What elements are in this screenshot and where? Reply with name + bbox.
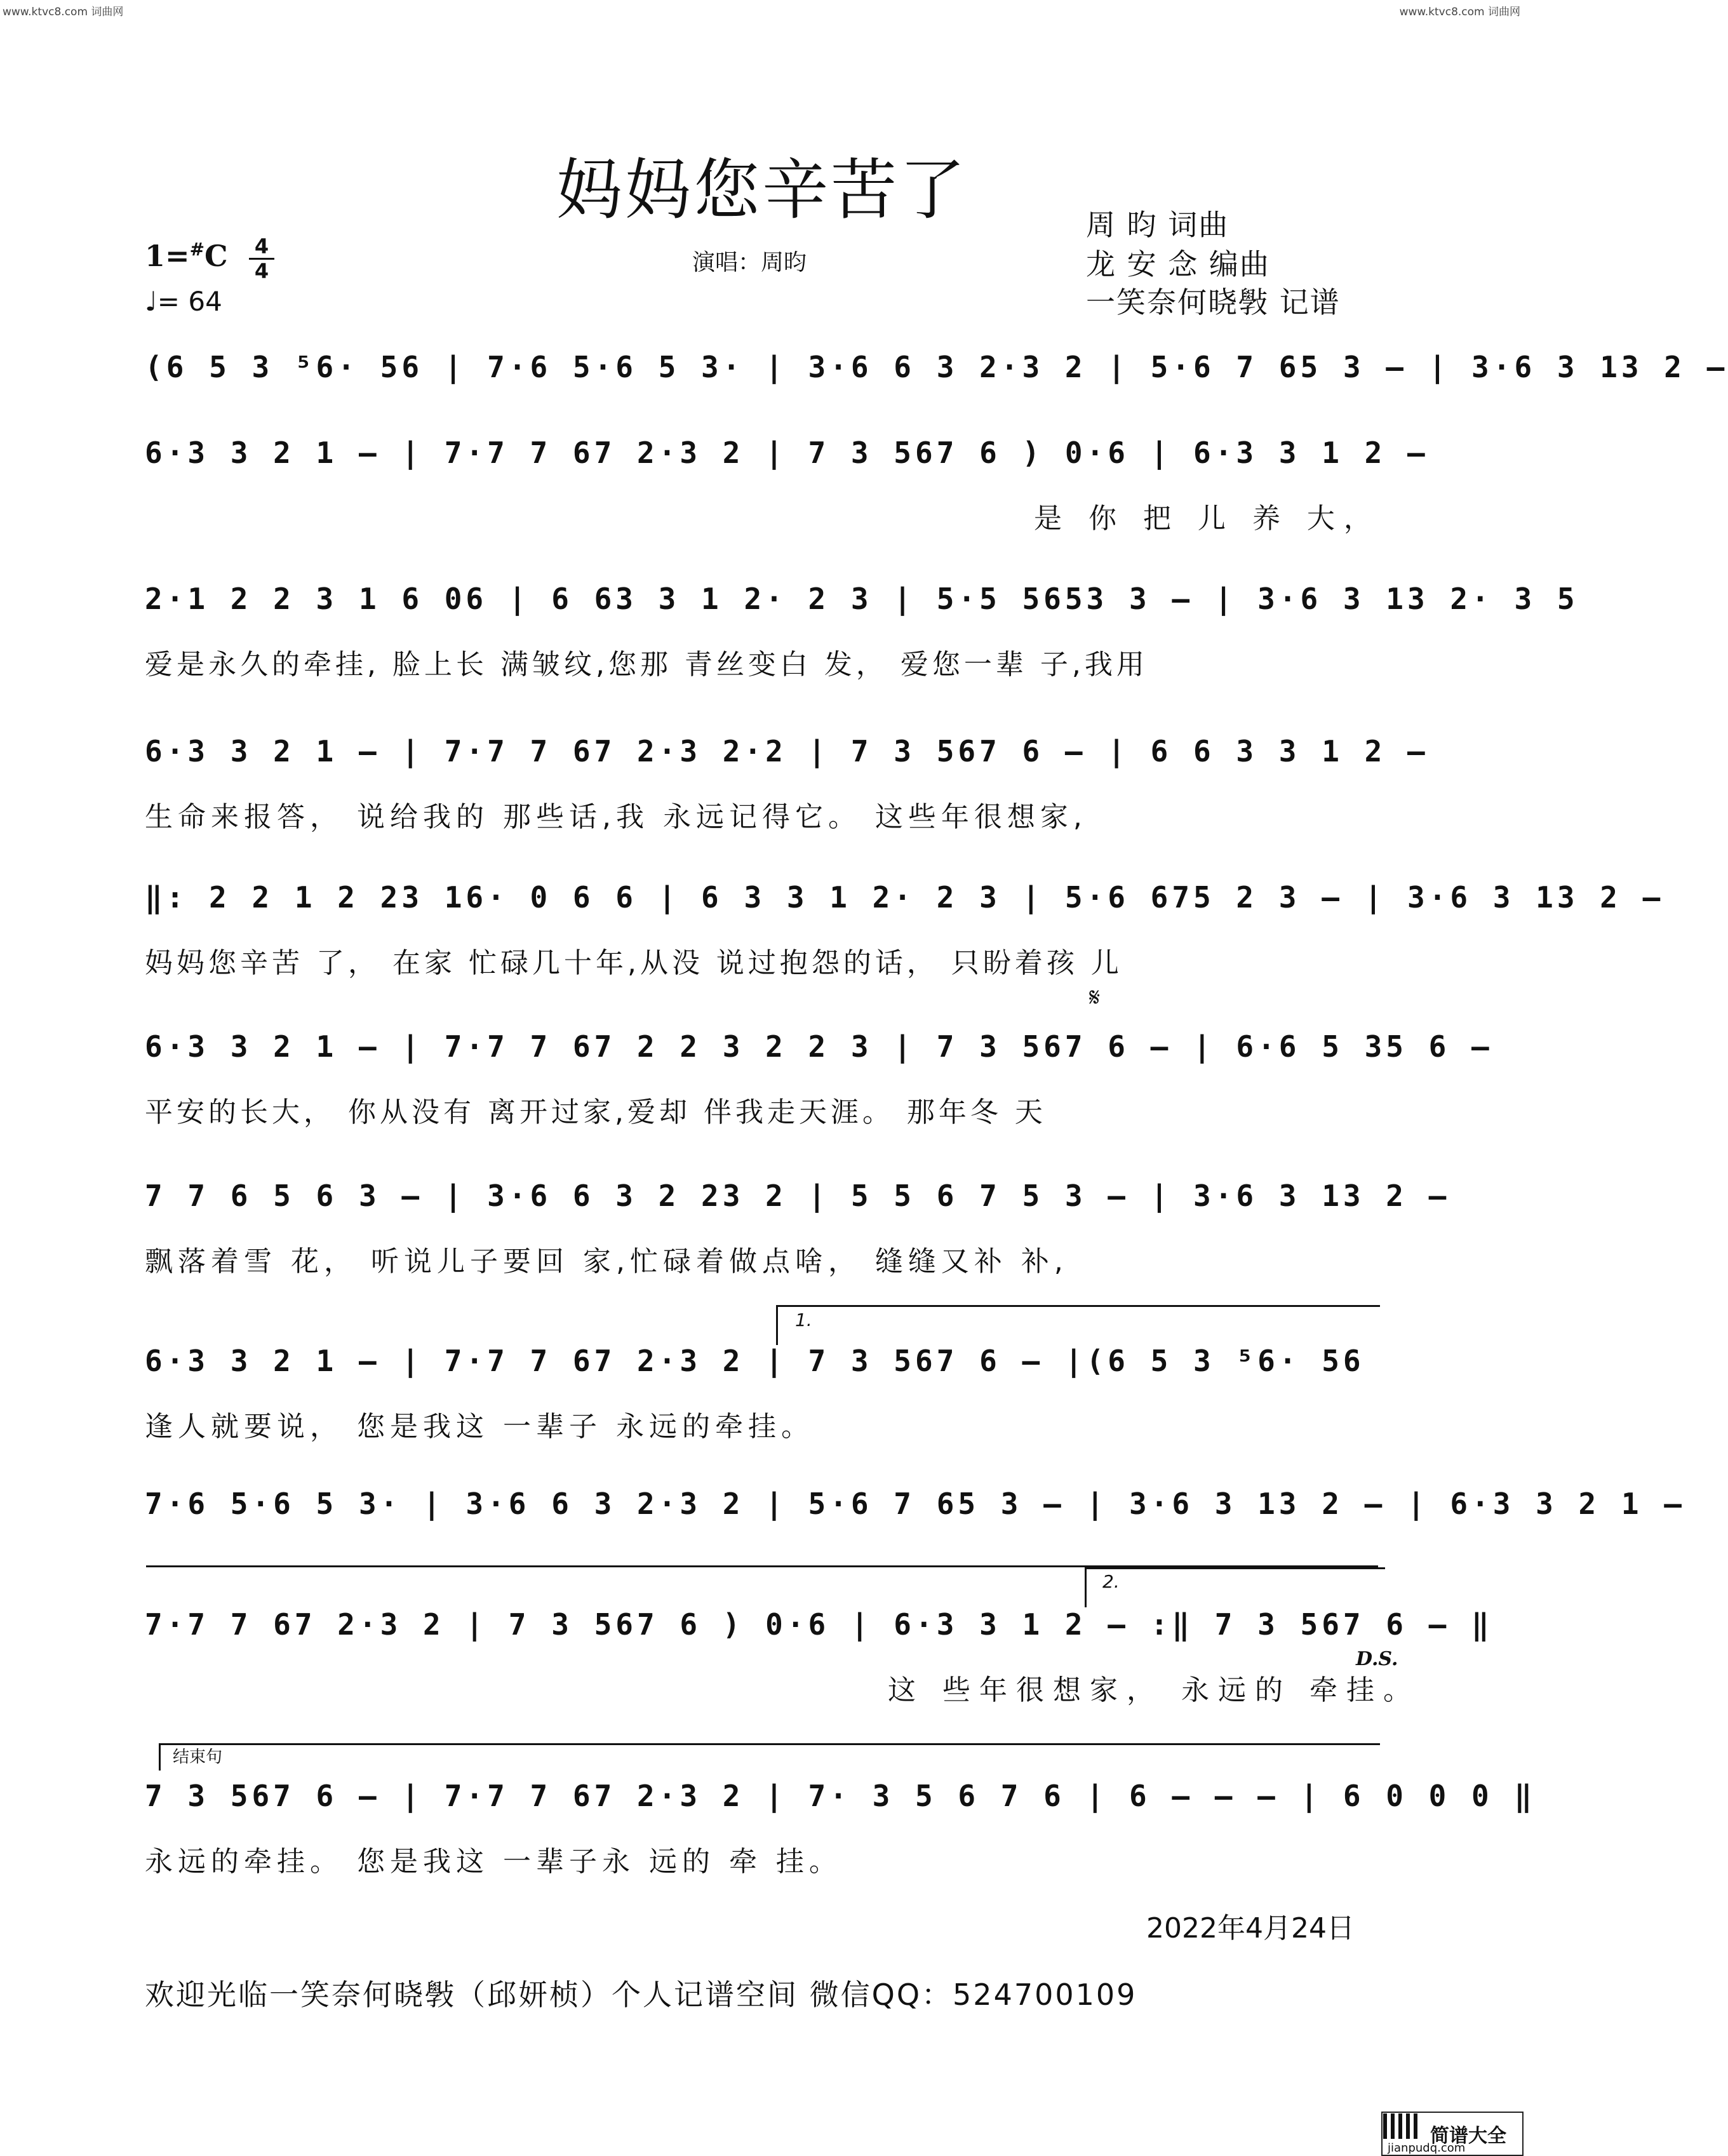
tempo-mark: ♩= 64 (145, 286, 222, 317)
volta-1-bracket (776, 1305, 1380, 1345)
score-row-2 (145, 432, 1429, 546)
ds-marker: D.S. (1356, 1648, 1398, 1670)
ending-label: 结束句 (173, 1748, 223, 1767)
ending-bracket (159, 1743, 1380, 1771)
logo-site: jianpudq.com (1388, 2141, 1466, 2155)
notation-line: 6·3 3 2 1 – | 7·7 7 67 2·3 2 | 7 3 567 6 – |(6 5 3 ⁵6· 56 (145, 1344, 1365, 1378)
time-bottom: 4 (254, 259, 269, 283)
score-row-7 (145, 1175, 1450, 1289)
lyrics-line: 生命来报答， 说给我的 那些话,我 永远记得它。 这些年很想家, (145, 801, 1087, 833)
volta-1-label: 1. (795, 1309, 812, 1330)
notation-line: 6·3 3 2 1 – | 7·7 7 67 2 2 3 2 2 3 | 7 3 567 6 – | 6·6 5 35 6 – (145, 1029, 1493, 1064)
key-note: C (204, 239, 228, 273)
score-row-5 (145, 876, 1664, 991)
singer: 演唱：周昀 (692, 250, 807, 276)
time-top: 4 (249, 235, 274, 260)
score-row-11 (145, 1775, 1536, 1889)
lyrics-line: 妈妈您辛苦 了， 在家 忙碌几十年,从没 说过抱怨的话， 只盼着孩 儿 (145, 947, 1123, 979)
notation-line: ‖: 2 2 1 2 23 16· 0 6 6 | 6 3 3 1 2· 2 3 | 5·6 675 2 3 – | 3·6 3 13 2 – (145, 880, 1664, 914)
key-signature (145, 239, 228, 273)
key-label: 1= (145, 239, 190, 273)
score-row-6 (145, 1026, 1493, 1140)
credit-lyrics-music: 周 昀 词曲 (1086, 208, 1229, 242)
sharp-sign: # (189, 239, 205, 260)
watermark-left: www.ktvc8.com 词曲网 (3, 6, 124, 18)
volta-2-label: 2. (1102, 1571, 1120, 1592)
lyrics-line: 是 你 把 儿 养 大， (1034, 502, 1381, 535)
notation-line: (6 5 3 ⁵6· 56 | 7·6 5·6 5 3· | 3·6 6 3 2·3 2 | 5·6 7 65 3 – | 3·6 3 13 2 – (145, 350, 1728, 384)
lyrics-line: 这 些年很想家， 永远的 牵挂。 (888, 1674, 1420, 1706)
lyrics-line: 逢人就要说， 您是我这 一辈子 永远的牵挂。 (145, 1410, 814, 1443)
score-row-4 (145, 730, 1429, 845)
credit-transcriber: 一笑奈何晓斅 记谱 (1086, 285, 1341, 319)
notation-line: 7·7 7 67 2·3 2 | 7 3 567 6 ) 0·6 | 6·3 3 1 2 – :‖ 7 3 567 6 – ‖ (145, 1607, 1493, 1642)
score-row-8 (145, 1340, 1380, 1454)
logo-title: 简谱大全 (1430, 2125, 1506, 2147)
score-row-3 (145, 578, 1579, 692)
lyrics-line: 平安的长大， 你从没有 离开过家,爱却 伴我走天涯。 那年冬 天 (145, 1096, 1047, 1128)
time-signature (249, 235, 274, 283)
score-row-10 (145, 1604, 1493, 1718)
lyrics-line: 飘落着雪 花， 听说儿子要回 家,忙碌着做点啥， 缝缝又补 补, (145, 1245, 1068, 1278)
notation-line: 7 3 567 6 – | 7·7 7 67 2·3 2 | 7· 3 5 6 7 6 | 6 – – – | 6 0 0 0 ‖ (145, 1779, 1536, 1813)
lyrics-line: 爱是永久的牵挂, 脸上长 满皱纹,您那 青丝变白 发， 爱您一辈 子,我用 (145, 648, 1148, 681)
lyrics-line: 永远的牵挂。 您是我这 一辈子永 远的 牵 挂。 (145, 1845, 842, 1878)
song-title: 妈妈您辛苦了 (556, 151, 968, 229)
notation-line: 2·1 2 2 3 1 6 06 | 6 63 3 1 2· 2 3 | 5·5 5653 3 – | 3·6 3 13 2· 3 5 (145, 582, 1579, 616)
notation-line: 6·3 3 2 1 – | 7·7 7 67 2·3 2·2 | 7 3 567 6 – | 6 6 3 3 1 2 – (145, 734, 1429, 768)
notation-line: 7·6 5·6 5 3· | 3·6 6 3 2·3 2 | 5·6 7 65 3 – | 3·6 3 13 2 – | 6·3 3 2 1 – (145, 1487, 1685, 1521)
segno-sign: 𝄋 (1089, 983, 1101, 1012)
credit-arrangement: 龙 安 念 编曲 (1086, 247, 1270, 281)
notation-line: 6·3 3 2 1 – | 7·7 7 67 2·3 2 | 7 3 567 6 ) 0·6 | 6·3 3 1 2 – (145, 436, 1429, 470)
notation-line: 7 7 6 5 6 3 – | 3·6 6 3 2 23 2 | 5 5 6 7 5 3 – | 3·6 3 13 2 – (145, 1179, 1450, 1213)
date: 2022年4月24日 (1146, 1912, 1355, 1945)
piano-keys-icon (1383, 2113, 1421, 2139)
volta-2-bracket (1085, 1567, 1385, 1607)
footer-text: 欢迎光临一笑奈何晓斅（邱妍桢）个人记谱空间 微信QQ：524700109 (145, 1978, 1137, 2012)
watermark-right: www.ktvc8.com 词曲网 (1399, 6, 1520, 18)
